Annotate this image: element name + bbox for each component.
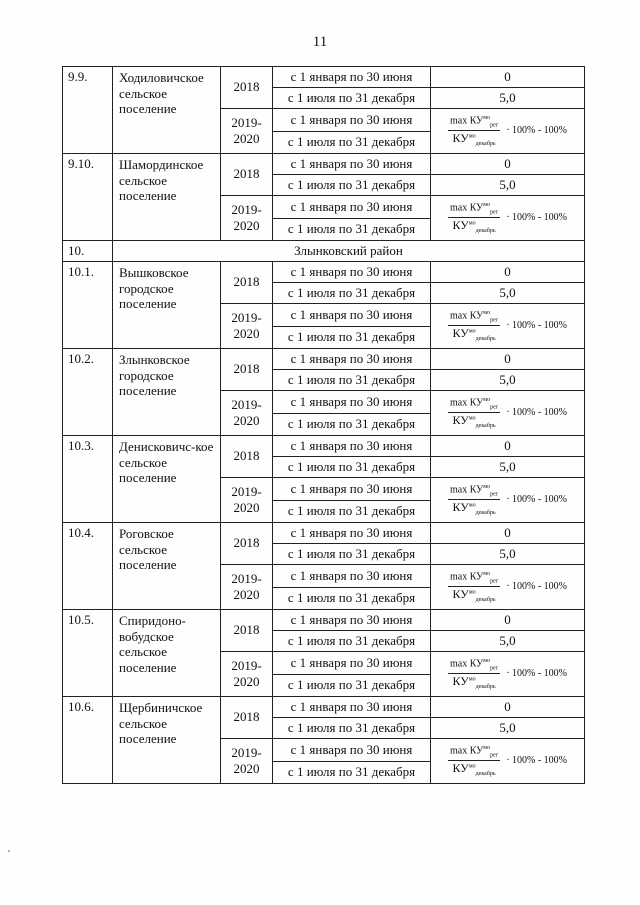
formula-numerator: $\max КУ^{мо}_{рег}$	[448, 484, 500, 500]
formula-cell	[431, 109, 585, 154]
value-cell: 5,0	[431, 544, 585, 565]
value-cell: 0	[431, 349, 585, 370]
table-row	[63, 154, 585, 175]
table-row	[63, 67, 585, 88]
growth-formula	[431, 739, 584, 783]
period-cell: с 1 января по 30 июня	[273, 610, 431, 631]
settlement-name: Шамординское сельское поселение	[113, 154, 221, 241]
row-number: 10.4.	[63, 523, 113, 610]
formula-fraction	[448, 484, 500, 516]
period-cell: с 1 июля по 31 декабря	[273, 413, 431, 436]
formula-cell	[431, 565, 585, 610]
row-number: 9.9.	[63, 67, 113, 154]
row-number: 9.10.	[63, 154, 113, 241]
formula-numerator: $\max КУ^{мо}_{рег}$	[448, 571, 500, 587]
period-cell: с 1 июля по 31 декабря	[273, 631, 431, 652]
year-cell: 2019- 2020	[221, 478, 273, 523]
settlement-name: Спиридоно-вобудское сельское поселение	[113, 610, 221, 697]
value-cell: 5,0	[431, 88, 585, 109]
year-cell: 2018	[221, 436, 273, 478]
formula-fraction	[448, 115, 500, 147]
formula-denominator: $КУ^{мо}_{декабрь}$	[452, 217, 496, 234]
year-cell: 2019- 2020	[221, 391, 273, 436]
table-row	[63, 523, 585, 544]
district-name: Злынковский район	[113, 241, 585, 262]
page-number: 11	[312, 34, 328, 50]
value-cell: 0	[431, 610, 585, 631]
formula-tail: · 100% - 100%	[506, 667, 568, 679]
period-cell: с 1 июля по 31 декабря	[273, 370, 431, 391]
row-number: 10.6.	[63, 697, 113, 784]
period-cell: с 1 июля по 31 декабря	[273, 674, 431, 697]
period-cell: с 1 января по 30 июня	[273, 391, 431, 414]
formula-fraction	[448, 658, 500, 690]
value-cell: 0	[431, 262, 585, 283]
value-cell: 0	[431, 697, 585, 718]
period-cell: с 1 июля по 31 декабря	[273, 175, 431, 196]
period-cell: с 1 января по 30 июня	[273, 652, 431, 675]
formula-cell	[431, 196, 585, 241]
row-number: 10.2.	[63, 349, 113, 436]
year-cell: 2019- 2020	[221, 196, 273, 241]
period-cell: с 1 января по 30 июня	[273, 697, 431, 718]
year-cell: 2019- 2020	[221, 565, 273, 610]
year-cell: 2018	[221, 67, 273, 109]
period-cell: с 1 июля по 31 декабря	[273, 457, 431, 478]
value-cell: 5,0	[431, 631, 585, 652]
value-cell: 5,0	[431, 457, 585, 478]
formula-fraction	[448, 571, 500, 603]
period-cell: с 1 июля по 31 декабря	[273, 544, 431, 565]
table-row	[63, 262, 585, 283]
growth-formula	[431, 391, 584, 435]
row-number: 10.	[63, 241, 113, 262]
formula-tail: · 100% - 100%	[506, 124, 568, 136]
formula-cell	[431, 478, 585, 523]
growth-formula	[431, 478, 584, 522]
formula-cell	[431, 739, 585, 784]
year-cell: 2019- 2020	[221, 109, 273, 154]
period-cell: с 1 января по 30 июня	[273, 196, 431, 219]
period-cell: с 1 июля по 31 декабря	[273, 761, 431, 784]
formula-numerator: $\max КУ^{мо}_{рег}$	[448, 115, 500, 131]
formula-fraction	[448, 397, 500, 429]
row-number: 10.5.	[63, 610, 113, 697]
formula-tail: · 100% - 100%	[506, 493, 568, 505]
settlement-name: Вышковское городское поселение	[113, 262, 221, 349]
period-cell: с 1 июля по 31 декабря	[273, 718, 431, 739]
growth-formula	[431, 304, 584, 348]
formula-tail: · 100% - 100%	[506, 406, 568, 418]
growth-formula	[431, 109, 584, 153]
formula-numerator: $\max КУ^{мо}_{рег}$	[448, 397, 500, 413]
period-cell: с 1 января по 30 июня	[273, 565, 431, 588]
period-cell: с 1 июля по 31 декабря	[273, 326, 431, 349]
formula-denominator: $КУ^{мо}_{декабрь}$	[452, 499, 496, 516]
formula-numerator: $\max КУ^{мо}_{рег}$	[448, 658, 500, 674]
value-cell: 5,0	[431, 370, 585, 391]
year-cell: 2019- 2020	[221, 304, 273, 349]
period-cell: с 1 января по 30 июня	[273, 154, 431, 175]
value-cell: 0	[431, 154, 585, 175]
settlement-name: Роговское сельское поселение	[113, 523, 221, 610]
formula-tail: · 100% - 100%	[506, 754, 568, 766]
year-cell: 2018	[221, 349, 273, 391]
formula-fraction	[448, 310, 500, 342]
settlement-name: Денисковичс-кое сельское поселение	[113, 436, 221, 523]
formula-fraction	[448, 745, 500, 777]
period-cell: с 1 июля по 31 декабря	[273, 283, 431, 304]
settlement-name: Щербиничское сельское поселение	[113, 697, 221, 784]
period-cell: с 1 января по 30 июня	[273, 67, 431, 88]
district-row	[63, 241, 585, 262]
value-cell: 5,0	[431, 175, 585, 196]
period-cell: с 1 января по 30 июня	[273, 523, 431, 544]
formula-numerator: $\max КУ^{мо}_{рег}$	[448, 310, 500, 326]
year-cell: 2018	[221, 262, 273, 304]
year-cell: 2018	[221, 523, 273, 565]
value-cell: 0	[431, 436, 585, 457]
formula-tail: · 100% - 100%	[506, 580, 568, 592]
formula-cell	[431, 652, 585, 697]
year-cell: 2018	[221, 154, 273, 196]
year-cell: 2019- 2020	[221, 739, 273, 784]
tariff-table	[62, 66, 585, 784]
formula-cell	[431, 304, 585, 349]
growth-formula	[431, 565, 584, 609]
period-cell: с 1 июля по 31 декабря	[273, 587, 431, 610]
period-cell: с 1 января по 30 июня	[273, 262, 431, 283]
period-cell: с 1 июля по 31 декабря	[273, 131, 431, 154]
settlement-name: Злынковское городское поселение	[113, 349, 221, 436]
row-number: 10.1.	[63, 262, 113, 349]
formula-denominator: $КУ^{мо}_{декабрь}$	[452, 325, 496, 342]
period-cell: с 1 июля по 31 декабря	[273, 88, 431, 109]
period-cell: с 1 января по 30 июня	[273, 349, 431, 370]
period-cell: с 1 июля по 31 декабря	[273, 218, 431, 241]
growth-formula	[431, 196, 584, 240]
formula-denominator: $КУ^{мо}_{декабрь}$	[452, 760, 496, 777]
year-cell: 2018	[221, 610, 273, 652]
formula-cell	[431, 391, 585, 436]
period-cell: с 1 июля по 31 декабря	[273, 500, 431, 523]
period-cell: с 1 января по 30 июня	[273, 478, 431, 501]
period-cell: с 1 января по 30 июня	[273, 436, 431, 457]
formula-fraction	[448, 202, 500, 234]
formula-numerator: $\max КУ^{мо}_{рег}$	[448, 202, 500, 218]
formula-denominator: $КУ^{мо}_{декабрь}$	[452, 130, 496, 147]
formula-numerator: $\max КУ^{мо}_{рег}$	[448, 745, 500, 761]
row-number: 10.3.	[63, 436, 113, 523]
table-row	[63, 610, 585, 631]
table-row	[63, 436, 585, 457]
table-row	[63, 349, 585, 370]
period-cell: с 1 января по 30 июня	[273, 304, 431, 327]
formula-tail: · 100% - 100%	[506, 211, 568, 223]
value-cell: 5,0	[431, 718, 585, 739]
settlement-name: Ходиловичское сельское поселение	[113, 67, 221, 154]
period-cell: с 1 января по 30 июня	[273, 109, 431, 132]
scan-speck	[8, 850, 10, 852]
formula-denominator: $КУ^{мо}_{декабрь}$	[452, 586, 496, 603]
formula-denominator: $КУ^{мо}_{декабрь}$	[452, 673, 496, 690]
period-cell: с 1 января по 30 июня	[273, 739, 431, 762]
formula-denominator: $КУ^{мо}_{декабрь}$	[452, 412, 496, 429]
growth-formula	[431, 652, 584, 696]
year-cell: 2018	[221, 697, 273, 739]
value-cell: 5,0	[431, 283, 585, 304]
value-cell: 0	[431, 523, 585, 544]
formula-tail: · 100% - 100%	[506, 319, 568, 331]
table-row	[63, 697, 585, 718]
value-cell: 0	[431, 67, 585, 88]
year-cell: 2019- 2020	[221, 652, 273, 697]
